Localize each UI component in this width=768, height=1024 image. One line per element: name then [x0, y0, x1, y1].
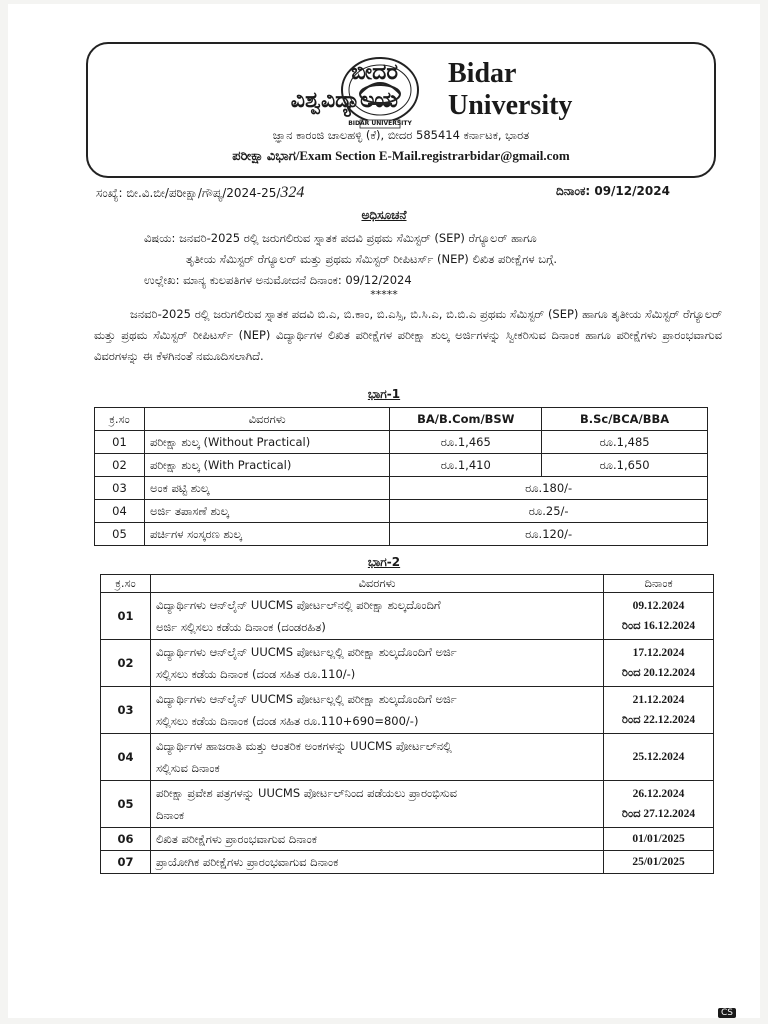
row-serial: 05	[101, 781, 151, 828]
fee-table-header	[95, 408, 708, 431]
row-detail: ಅರ್ಜಿ ತಪಾಸಣೆ ಶುಲ್ಕ	[144, 500, 389, 523]
part2-title: ಭಾಗ-2	[367, 555, 401, 569]
exam-section-email: ಪರೀಕ್ಷಾ ವಿಭಾಗ/Exam Section E-Mail.registrarbidar@gmail.com	[232, 148, 570, 163]
university-en-line1: Bidar	[448, 58, 517, 89]
row-detail	[150, 734, 603, 781]
notification-title: ಅಧಿಸೂಚನೆ	[361, 208, 407, 222]
row-detail	[150, 851, 603, 874]
row-date	[604, 640, 714, 687]
row-detail-line2: ಅರ್ಜಿ ಸಲ್ಲಿಸಲು ಕಡೆಯ ದಿನಾಂಕ (ದಂಡರಹಿತ)	[155, 620, 326, 634]
row-detail-line1: ವಿದ್ಯಾರ್ಥಿಗಳು ಆನ್‌ಲೈನ್ UUCMS ಪೋರ್ಟಲ್ಲಲ್ಲಿ ಪರೀಕ್ಷಾ ಶುಲ್ಕದೊಂದಿಗೆ ಅರ್ಜಿ	[155, 692, 457, 706]
row-serial: 06	[101, 828, 151, 851]
row-detail-line1: ಪ್ರಾಯೋಗಿಕ ಪರೀಕ್ಷೆಗಳು ಪ್ರಾರಂಭವಾಗುವ ದಿನಾಂಕ	[155, 854, 339, 869]
row-serial: 02	[95, 454, 145, 477]
row-detail-line1: ವಿದ್ಯಾರ್ಥಿಗಳ ಹಾಜರಾತಿ ಮತ್ತು ಆಂತರಿಕ ಅಂಕಗಳನ್ನು UUCMS ಪೋರ್ಟಲ್‌ನಲ್ಲಿ	[155, 739, 452, 753]
subject-line1: ವಿಷಯ: ಜನವರಿ-2025 ರಲ್ಲಿ ಜರುಗಲಿರುವ ಸ್ನಾತಕ ಪದವಿ ಪ್ರಥಮ ಸೆಮಿಸ್ಟರ್ (SEP) ರೆಗ್ಯೂಲರ್ ಹಾಗೂ	[144, 231, 537, 245]
university-name-english	[448, 58, 648, 122]
row-fee-bsc: ರೂ.1,650	[542, 454, 708, 477]
row-date-line1: 25.12.2024	[632, 751, 685, 763]
row-date	[604, 851, 714, 874]
row-date	[604, 734, 714, 781]
row-detail	[150, 687, 603, 734]
subject-reference: ಉಲ್ಲೇಖ: ಮಾನ್ಯ ಕುಲಪತಿಗಳ ಅನುಮೋದನೆ ದಿನಾಂಕ: 09/12/2024	[144, 273, 412, 287]
row-detail	[150, 828, 603, 851]
row-detail: ಅಂಕ ಪಟ್ಟಿ ಶುಲ್ಕ	[144, 477, 389, 500]
row-date-line1: 26.12.2024	[632, 788, 685, 800]
table-row	[101, 593, 714, 640]
body-paragraph: ಜನವರಿ-2025 ರಲ್ಲಿ ಜರುಗಲಿರುವ ಸ್ನಾತಕ ಪದವಿ ಬಿ.ಎ, ಬಿ.ಕಾಂ, ಬಿ.ಎಸ್ಸಿ, ಬಿ.ಸಿ.ಎ, ಬಿ.ಬಿ.ಎ ಪ್ರಥಮ ಸೆಮಿಸ್ಟರ್ (SEP) ಹಾಗೂ ತೃತೀಯ ಸೆಮಿಸ್ಟರ್ ರೆಗ್ಯೂಲರ್ ಮತ್ತು ಪ್ರಥಮ ಸೆಮಿಸ್ಟರ್ ರೀಪಿಟರ್ಸ್ (NEP) ವಿದ್ಯಾರ್ಥಿಗಳ ಲಿಖಿತ ಪರೀಕ್ಷೆಗಳ ಪರೀಕ್ಷಾ ಶುಲ್ಕ ಅರ್ಜಿಗಳನ್ನು ಸ್ವೀಕರಿಸುವ ದಿನಾಂಕ ಹಾಗೂ ಪರೀಕ್ಷೆಗಳು ಪ್ರಾರಂಭವಾಗುವ ವಿವರಗಳನ್ನು ಈ ಕೆಳಗಿನಂತೆ ನಮೂದಿಸಲಾಗಿದೆ.	[94, 307, 722, 363]
row-fee-common: ರೂ.180/-	[390, 477, 708, 500]
fee-table	[94, 407, 708, 546]
row-fee-common: ರೂ.120/-	[390, 523, 708, 546]
row-detail-line1: ಲಿಖಿತ ಪರೀಕ್ಷೆಗಳು ಪ್ರಾರಂಭವಾಗುವ ದಿನಾಂಕ	[155, 831, 317, 846]
row-date	[604, 828, 714, 851]
table-row	[101, 640, 714, 687]
table-row	[95, 500, 708, 523]
row-date	[604, 781, 714, 828]
header-details: ವಿವರಗಳು	[150, 575, 603, 593]
header-date: ದಿನಾಂಕ	[604, 575, 714, 593]
letterhead	[86, 42, 716, 178]
row-serial: 01	[95, 431, 145, 454]
header-details: ವಿವರಗಳು	[144, 408, 389, 431]
row-serial: 03	[101, 687, 151, 734]
row-date-line1: 21.12.2024	[632, 694, 685, 706]
scanner-badge: CS	[718, 1008, 736, 1018]
row-date-line2: ರಿಂದ 22.12.2024	[621, 714, 696, 726]
university-address: ಜ್ಞಾನ ಕಾರಂಜಿ ಚಾಲಹಳ್ಳಿ (ಕೆ), ಬೀದರ 585414 ಕರ್ನಾಟಕ, ಭಾರತ	[272, 128, 530, 142]
table-row	[101, 687, 714, 734]
row-fee-ba: ರೂ.1,410	[390, 454, 542, 477]
row-serial: 03	[95, 477, 145, 500]
schedule-table	[100, 574, 714, 874]
row-detail	[150, 781, 603, 828]
seal-caption: BIDAR UNIVERSITY	[348, 120, 412, 127]
document-page	[8, 4, 760, 1018]
row-detail-line1: ಪರೀಕ್ಷಾ ಪ್ರವೇಶ ಪತ್ರಗಳನ್ನು UUCMS ಪೋರ್ಟಲ್‌ನಿಂದ ಪಡೆಯಲು ಪ್ರಾರಂಭಿಸುವ	[155, 786, 458, 800]
row-fee-ba: ರೂ.1,465	[390, 431, 542, 454]
table-row	[101, 734, 714, 781]
handwritten-reference-number: 324	[280, 184, 305, 201]
header-bsc-bca-bba: B.Sc/BCA/BBA	[542, 408, 708, 431]
table-row	[95, 431, 708, 454]
row-detail-line2: ಸಲ್ಲಿಸಲು ಕಡೆಯ ದಿನಾಂಕ (ದಂಡ ಸಹಿತ ರೂ.110+690=800/-)	[155, 714, 419, 728]
row-serial: 02	[101, 640, 151, 687]
university-en-line2: University	[448, 90, 573, 121]
subject-line2: ತೃತೀಯ ಸೆಮಿಸ್ಟರ್ ರೆಗ್ಯೂಲರ್ ಮತ್ತು ಪ್ರಥಮ ಸೆಮಿಸ್ಟರ್ ರೀಪಿಟರ್ಸ್ (NEP) ಲಿಖಿತ ಪರೀಕ್ಷೆಗಳ ಬಗ್ಗೆ.	[186, 252, 558, 266]
row-date-line2: ರಿಂದ 16.12.2024	[621, 620, 696, 632]
row-date-line2: ರಿಂದ 27.12.2024	[621, 808, 696, 820]
table-row	[101, 781, 714, 828]
table-row	[95, 454, 708, 477]
row-date-line1: 01/01/2025	[632, 833, 685, 845]
table-row	[95, 477, 708, 500]
row-date	[604, 687, 714, 734]
university-seal-icon	[338, 54, 422, 130]
row-date-line1: 09.12.2024	[632, 600, 685, 612]
row-fee-bsc: ರೂ.1,485	[542, 431, 708, 454]
header-serial: ಕ್ರ.ಸಂ	[101, 575, 151, 593]
row-serial: 07	[101, 851, 151, 874]
row-date	[604, 593, 714, 640]
table-row	[101, 828, 714, 851]
row-fee-common: ರೂ.25/-	[390, 500, 708, 523]
university-kn-line2: ವಿಶ್ವವಿದ್ಯಾಲಯ	[290, 87, 398, 113]
row-serial: 01	[101, 593, 151, 640]
row-serial: 04	[95, 500, 145, 523]
header-serial: ಕ್ರ.ಸಂ	[95, 408, 145, 431]
university-kn-line1: ಬೀದರ	[351, 59, 398, 85]
row-detail-line2: ಸಲ್ಲಿಸುವ ದಿನಾಂಕ	[155, 761, 220, 775]
row-detail: ಪರೀಕ್ಷಾ ಶುಲ್ಕ (Without Practical)	[144, 431, 389, 454]
row-date-line1: 25/01/2025	[632, 856, 685, 868]
row-detail-line1: ವಿದ್ಯಾರ್ಥಿಗಳು ಆನ್‌ಲೈನ್ UUCMS ಪೋರ್ಟಲ್‌ನಲ್ಲಿ ಪರೀಕ್ಷಾ ಶುಲ್ಕದೊಂದಿಗೆ	[155, 598, 441, 612]
reference-number	[96, 184, 304, 202]
row-detail-line2: ದಿನಾಂಕ	[155, 808, 185, 822]
table-row	[95, 523, 708, 546]
row-detail-line2: ಸಲ್ಲಿಸಲು ಕಡೆಯ ದಿನಾಂಕ (ದಂಡ ಸಹಿತ ರೂ.110/-)	[155, 667, 356, 681]
row-detail	[150, 640, 603, 687]
part1-title: ಭಾಗ-1	[367, 387, 401, 401]
row-detail: ಪರ್ಚಿಗಳ ಸಂಸ್ಕರಣ ಶುಲ್ಕ	[144, 523, 389, 546]
schedule-table-header	[101, 575, 714, 593]
row-serial: 05	[95, 523, 145, 546]
reference-prefix: ಸಂಖ್ಯೆ: ಬೀ.ವಿ.ಬೀ/ಪರೀಕ್ಷಾ/ಗೌಪ್ಯ/2024-25/	[96, 186, 281, 200]
table-row	[101, 851, 714, 874]
row-date-line2: ರಿಂದ 20.12.2024	[621, 667, 696, 679]
separator-stars: *****	[370, 288, 398, 301]
row-serial: 04	[101, 734, 151, 781]
document-date: ದಿನಾಂಕ: 09/12/2024	[556, 184, 670, 198]
row-detail: ಪರೀಕ್ಷಾ ಶುಲ್ಕ (With Practical)	[144, 454, 389, 477]
row-date-line1: 17.12.2024	[632, 647, 685, 659]
subject-block	[144, 228, 724, 291]
row-detail-line1: ವಿದ್ಯಾರ್ಥಿಗಳು ಆನ್‌ಲೈನ್ UUCMS ಪೋರ್ಟಲ್ಲಲ್ಲಿ ಪರೀಕ್ಷಾ ಶುಲ್ಕದೊಂದಿಗೆ ಅರ್ಜಿ	[155, 645, 457, 659]
header-ba-bcom-bsw: BA/B.Com/BSW	[390, 408, 542, 431]
row-detail	[150, 593, 603, 640]
